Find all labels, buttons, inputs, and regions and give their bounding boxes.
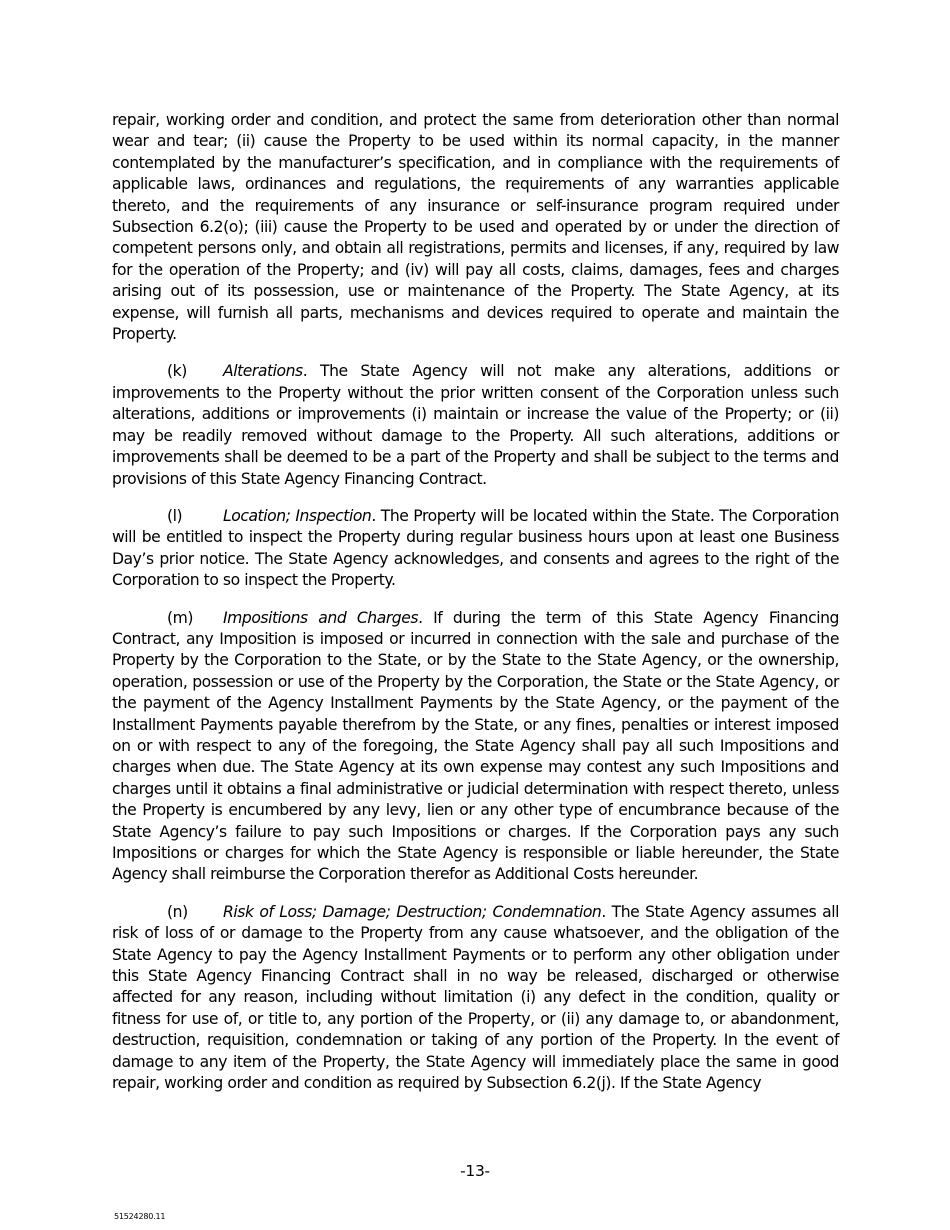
document-id: 51524280.11 (114, 1212, 166, 1221)
paragraph-j-continuation (112, 110, 839, 345)
paragraph-n-risk-of-loss (112, 902, 839, 1095)
section-label: (m) (167, 608, 194, 627)
paragraph-body: . The State Agency assumes all risk of loss of or damage to the Property from any cause whatsoever, and the obligation of the State Agency to pay the Agency Installment Payments or to perform any other obligation under this State Agency Financing Contract shall in no way be released, discharged or otherwise affected for any reason, including without limitation (i) any defect in the condition, quality or fitness for use of, or title to, any portion of the Property, or (ii) any damage to, or abandonment, destruction, requisition, condemnation or taking of any portion of the Property. In the event of damage to any item of the Property, the State Agency will immediately place the same in good repair, working order and condition as required by Subsection 6.2(j). If the State Agency (112, 902, 839, 1093)
paragraph-k-alterations (112, 361, 839, 489)
section-heading: Location; Inspection (223, 506, 372, 525)
paragraph-l-location-inspection (112, 506, 839, 592)
paragraph-m-impositions-and-charges (112, 608, 839, 886)
page-number: -13- (460, 1162, 490, 1180)
section-heading: Alterations (223, 362, 303, 381)
paragraph-body: . The Property will be located within the State. The Corporation will be entitled to inspect the Property during regular business hours upon at least one Business Day’s prior notice. The State Agency acknowledges, and consents and agrees to the right of the Corporation to so inspect the Property. (112, 506, 840, 590)
section-heading: Impositions and Charges (223, 608, 419, 627)
section-label: (l) (167, 506, 183, 525)
paragraph-body: . The State Agency will not make any alterations, additions or improvements to the Property without the prior written consent of the Corporation unless such alterations, additions or improvements (i) maintain or increase the value of the Property; or (ii) may be readily removed without damage to the Property. All such alterations, additions or improvements shall be deemed to be a part of the Property and shall be subject to the terms and provisions of this State Agency Financing Contract. (112, 362, 839, 488)
section-label: (n) (167, 902, 188, 921)
section-label: (k) (167, 362, 187, 381)
page-body (112, 110, 839, 1110)
paragraph-body: . If during the term of this State Agency Financing Contract, any Imposition is imposed or incurred in connection with the sale and purchase of the Property by the Corporation to the State, or by the State to the State Agency, or the ownership, operation, possession or use of the Property by the Corporation, the State or the State Agency, or the payment of the Agency Installment Payments by the State Agency, or the payment of the Installment Payments payable therefrom by the State, or any fines, penalties or interest imposed on or with respect to any of the foregoing, the State Agency shall pay all such Impositions and charges when due. The State Agency at its own expense may contest any such Impositions and charges until it obtains a final administrative or judicial determination with respect thereto, unless the Property is encumbered by any levy, lien or any other type of encumbrance because of the State Agency’s failure to pay such Impositions or charges. If the Corporation pays any such Impositions or charges for which the State Agency is responsible or liable hereunder, the State Agency shall reimburse the Corporation therefor as Additional Costs hereunder. (112, 608, 840, 884)
paragraph-body: repair, working order and condition, and protect the same from deterioration other than normal wear and tear; (ii) cause the Property to be used within its normal capacity, in the manner contemplated by the manufacturer’s specification, and in compliance with the requirements of applicable laws, ordinances and regulations, the requirements of any warranties applicable thereto, and the requirements of any insurance or self-insurance program required under Subsection 6.2(o); (iii) cause the Property to be used and operated by or under the direction of competent persons only, and obtain all registrations, permits and licenses, if any, required by law for the operation of the Property; and (iv) will pay all costs, claims, damages, fees and charges arising out of its possession, use or maintenance of the Property. The State Agency, at its expense, will furnish all parts, mechanisms and devices required to operate and maintain the Property. (112, 111, 839, 344)
section-heading: Risk of Loss; Damage; Destruction; Condemnation (223, 902, 602, 921)
